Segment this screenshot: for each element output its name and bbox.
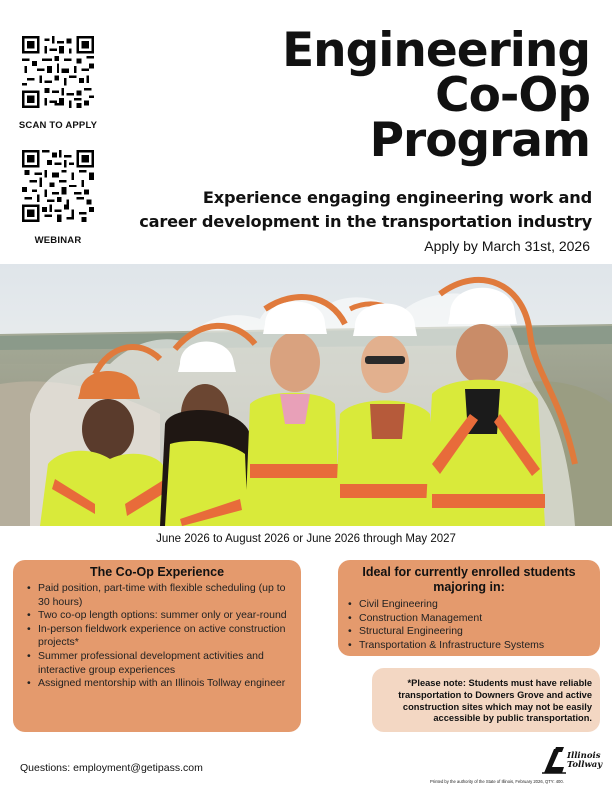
title-line: Engineering [282, 23, 590, 78]
coop-experience-heading: The Co-Op Experience [89, 565, 225, 579]
logo-line: Tollway [567, 759, 603, 770]
transportation-note: *Please note: Students must have reliable transportation to Downers Grove and active construction sites which may not be easily accessible by public transportation. [398, 678, 592, 724]
coop-experience-list [13, 582, 301, 691]
list-item: • Transportation & Infrastructure Systems [348, 639, 592, 653]
apply-qr-label: SCAN TO APPLY [18, 120, 98, 131]
logo-text [567, 752, 602, 769]
list-item: • Assigned mentorship with an Illinois Tollway engineer [27, 677, 293, 691]
apply-deadline: Apply by March 31st, 2026 [424, 238, 590, 254]
heading-line: majoring in: [433, 580, 505, 594]
list-item: • In-person fieldwork experience on active construction projects* [27, 623, 293, 650]
group-photo-image [0, 264, 612, 526]
heading-line: Ideal for currently enrolled students [362, 565, 576, 579]
list-item: • Structural Engineering [348, 625, 592, 639]
webinar-qr-label: WEBINAR [34, 235, 82, 246]
title-line: Co-Op [435, 68, 590, 123]
title-line: Program [369, 113, 590, 168]
coop-experience-panel [13, 560, 301, 732]
ideal-majors-panel [338, 560, 600, 656]
page-title [282, 23, 590, 168]
webinar-qr-code-icon[interactable] [22, 150, 94, 222]
list-item: • Two co-op length options: summer only or year-round [27, 609, 293, 623]
subtitle-line: Experience engaging engineering work and [202, 188, 592, 207]
subtitle-line: career development in the transportation industry [139, 212, 592, 231]
program-dates: June 2026 to August 2026 or June 2026 through May 2027 [156, 533, 456, 545]
list-item: • Civil Engineering [348, 598, 592, 612]
logo-line: Illinois [567, 751, 601, 761]
subtitle [139, 186, 592, 234]
ideal-majors-heading [338, 560, 600, 595]
transportation-note-panel [372, 668, 600, 732]
majors-list [338, 598, 600, 652]
printed-by-notice: Printed by the authority of the State of Illinois, February 2026, QTY: 400. [430, 779, 564, 784]
list-item: • Summer professional development activities and interactive group experiences [27, 650, 293, 677]
list-item: • Construction Management [348, 612, 592, 626]
list-item: • Paid position, part-time with flexible scheduling (up to 30 hours) [27, 582, 293, 609]
contact-questions: Questions: employment@getipass.com [20, 762, 203, 774]
apply-qr-code-icon[interactable] [22, 36, 94, 108]
